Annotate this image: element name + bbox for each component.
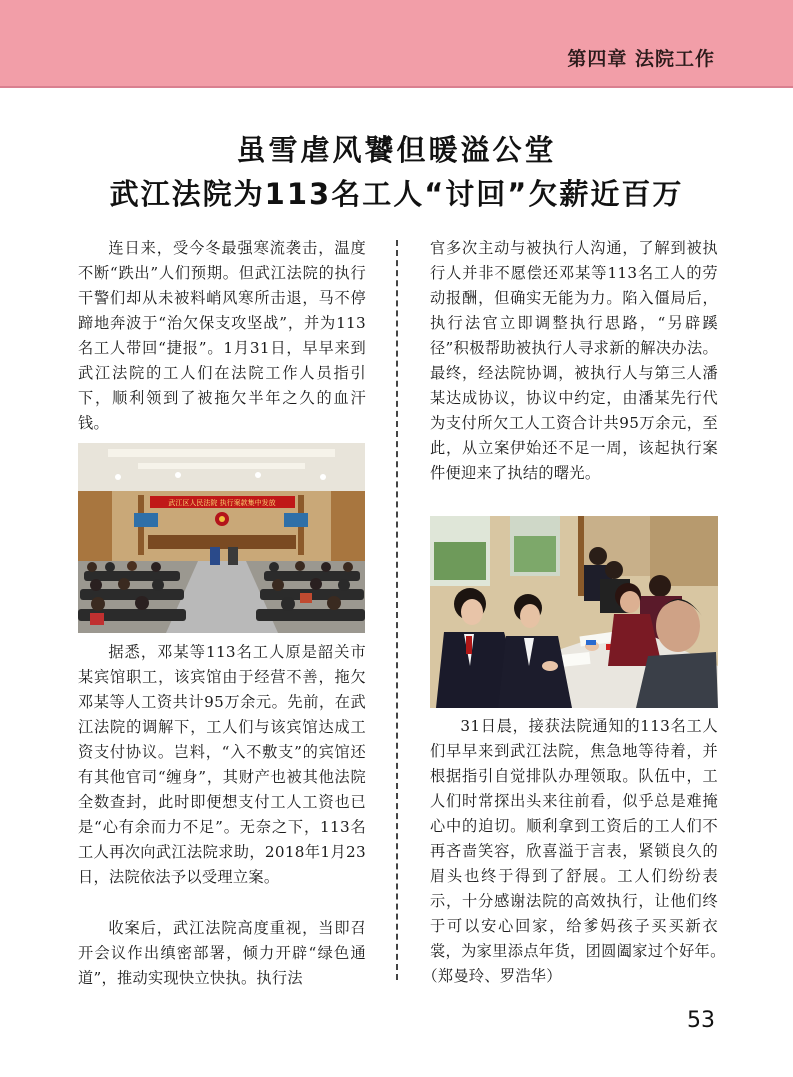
paragraph-case-accepted: 收案后，武江法院高度重视，当即召开会议作出缜密部署，倾力开辟“绿色通道”，推动实现快立快执。执行法 — [78, 919, 366, 987]
paragraph-payment-day — [430, 714, 718, 989]
paragraph-background: 据悉，邓某等113名工人原是韶关市某宾馆职工，该宾馆由于经营不善，拖欠邓某等人工资共计95万余元。先前，在武江法院的调解下，工人们与该宾馆达成工资支付协议。岂料，“入不敷支”的宾馆还有其他官司“缠身”，其财产也被其他法院全数查封，此时即便想支付工人工资也已是“心有余而力不足”。无奈之下，113名工人再次向武江法院求助，2018年1月23日，法院依法予以受理立案。 — [78, 643, 366, 886]
header-divider-line — [0, 86, 793, 88]
banner-text: 武江区人民法院 执行案款集中发放 — [168, 499, 276, 507]
article-title-line2: 武江法院为113名工人“讨回”欠薪近百万 — [109, 177, 684, 211]
chapter-header-band — [0, 0, 793, 86]
payment-day-text: 31日晨，接获法院通知的113名工人们早早来到武江法院，焦急地等待着，并根据指引自觉排队办理领取。队伍中，工人们时常探出头来往前看，似乎总是难掩心中的迫切。顺利拿到工资后的工人们不再吝啬笑容，欣喜溢于言表，紧锁良久的眉头也终于得到了舒展。工人们纷纷表示，十分感谢法院的高效执行，让他们终于可以安心回家，给爹妈孩子买买新衣裳，为家里添点年货，团圆阖家过个好年。 — [430, 717, 718, 960]
paragraph-execution: 官多次主动与被执行人沟通，了解到被执行人并非不愿偿还邓某等113名工人的劳动报酬，但确实无能为力。陷入僵局后，执行法官立即调整执行思路，“另辟蹊径”积极帮助被执行人寻求新的解决办法。最终，经法院协调，被执行人与第三人潘某达成协议，协议中约定，由潘某先行代为支付所欠工人工资合计共95万余元，至此，从立案伊始还不足一周，该起执行案件便迎来了执结的曙光。 — [430, 239, 718, 482]
byline: （郑曼玲、罗浩华） — [430, 967, 562, 985]
courtroom-photo — [78, 443, 365, 633]
paragraph-intro: 连日来，受今冬最强寒流袭击，温度不断“跌出”人们预期。但武江法院的执行干警们却从未被料峭风寒所击退，马不停蹄地奔波于“治欠保支攻坚战”，并为113名工人带回“捷报”。1月31日，早早来到武江法院的工人们在法院工作人员指引下，顺利领到了被拖欠半年之久的血汗钱。 — [78, 239, 366, 432]
page-number: 53 — [687, 1008, 715, 1033]
payment-desk-photo — [430, 516, 718, 708]
article-title-line1: 虽雪虐风饕但暖溢公堂 — [236, 133, 557, 167]
column-divider — [396, 240, 398, 980]
chapter-title: 第四章 法院工作 — [567, 48, 715, 70]
